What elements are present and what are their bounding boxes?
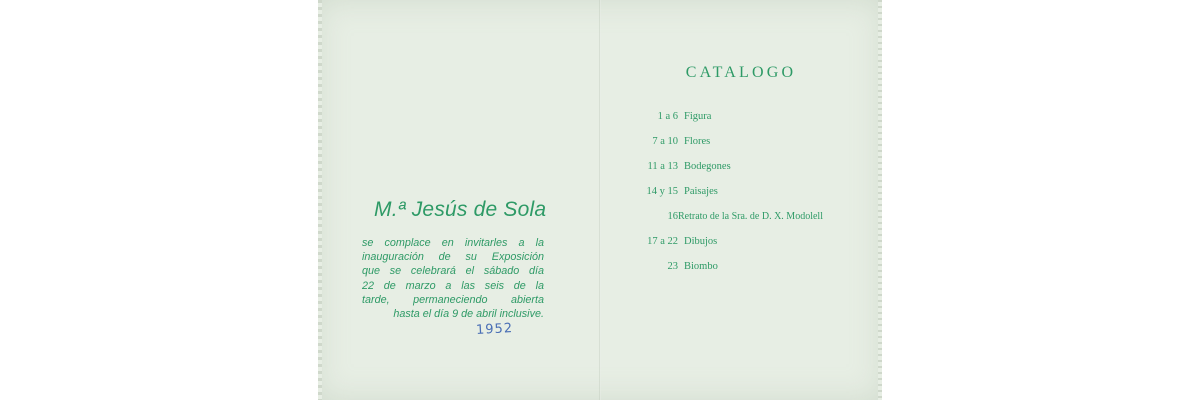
catalog-list	[600, 108, 882, 283]
catalog-item	[600, 233, 882, 258]
artist-name: M.ª Jesús de Sola	[374, 198, 547, 221]
catalog-item-title: Flores	[684, 136, 711, 147]
catalog-item-number: 11 a 13	[647, 161, 678, 172]
catalog-item-number: 17 a 22	[647, 236, 678, 247]
catalog-item	[600, 183, 882, 208]
left-page	[318, 0, 600, 400]
catalog-item	[600, 108, 882, 133]
catalog-title: CATALOGO	[685, 64, 797, 81]
catalog-item-title: Dibujos	[684, 236, 718, 247]
catalog-item-title: Retrato de la Sra. de D. X. Modolell	[678, 211, 823, 222]
invitation-line: 22 de marzo a las seis de la	[362, 279, 544, 292]
catalog-item	[600, 258, 882, 283]
catalog-item-number: 23	[667, 261, 678, 272]
catalog-item-number: 14 y 15	[646, 186, 678, 197]
invitation-line: hasta el día 9 de abril inclusive.	[393, 307, 544, 320]
invitation-line: se complace en invitarles a la	[362, 237, 544, 249]
catalog-item-number: 1 a 6	[657, 111, 678, 122]
catalog-item-number: 7 a 10	[652, 136, 678, 147]
invitation-line: inauguración de su Exposición	[362, 251, 544, 264]
invitation-card	[318, 0, 882, 400]
right-page	[600, 0, 882, 400]
catalog-item	[600, 208, 882, 233]
catalog-item	[600, 158, 882, 183]
catalog-item-title: Paisajes	[684, 186, 718, 197]
catalog-item-title: Biombo	[684, 261, 718, 272]
invitation-text	[362, 236, 544, 321]
catalog-item-title: Figura	[684, 111, 712, 122]
catalog-item-number: 16	[667, 211, 678, 222]
handwritten-year: 1952	[475, 321, 514, 338]
catalog-item-title: Bodegones	[684, 161, 731, 172]
invitation-line: que se celebrará el sábado día	[362, 265, 544, 278]
invitation-line: tarde, permaneciendo abierta	[362, 293, 544, 306]
catalog-item	[600, 133, 882, 158]
